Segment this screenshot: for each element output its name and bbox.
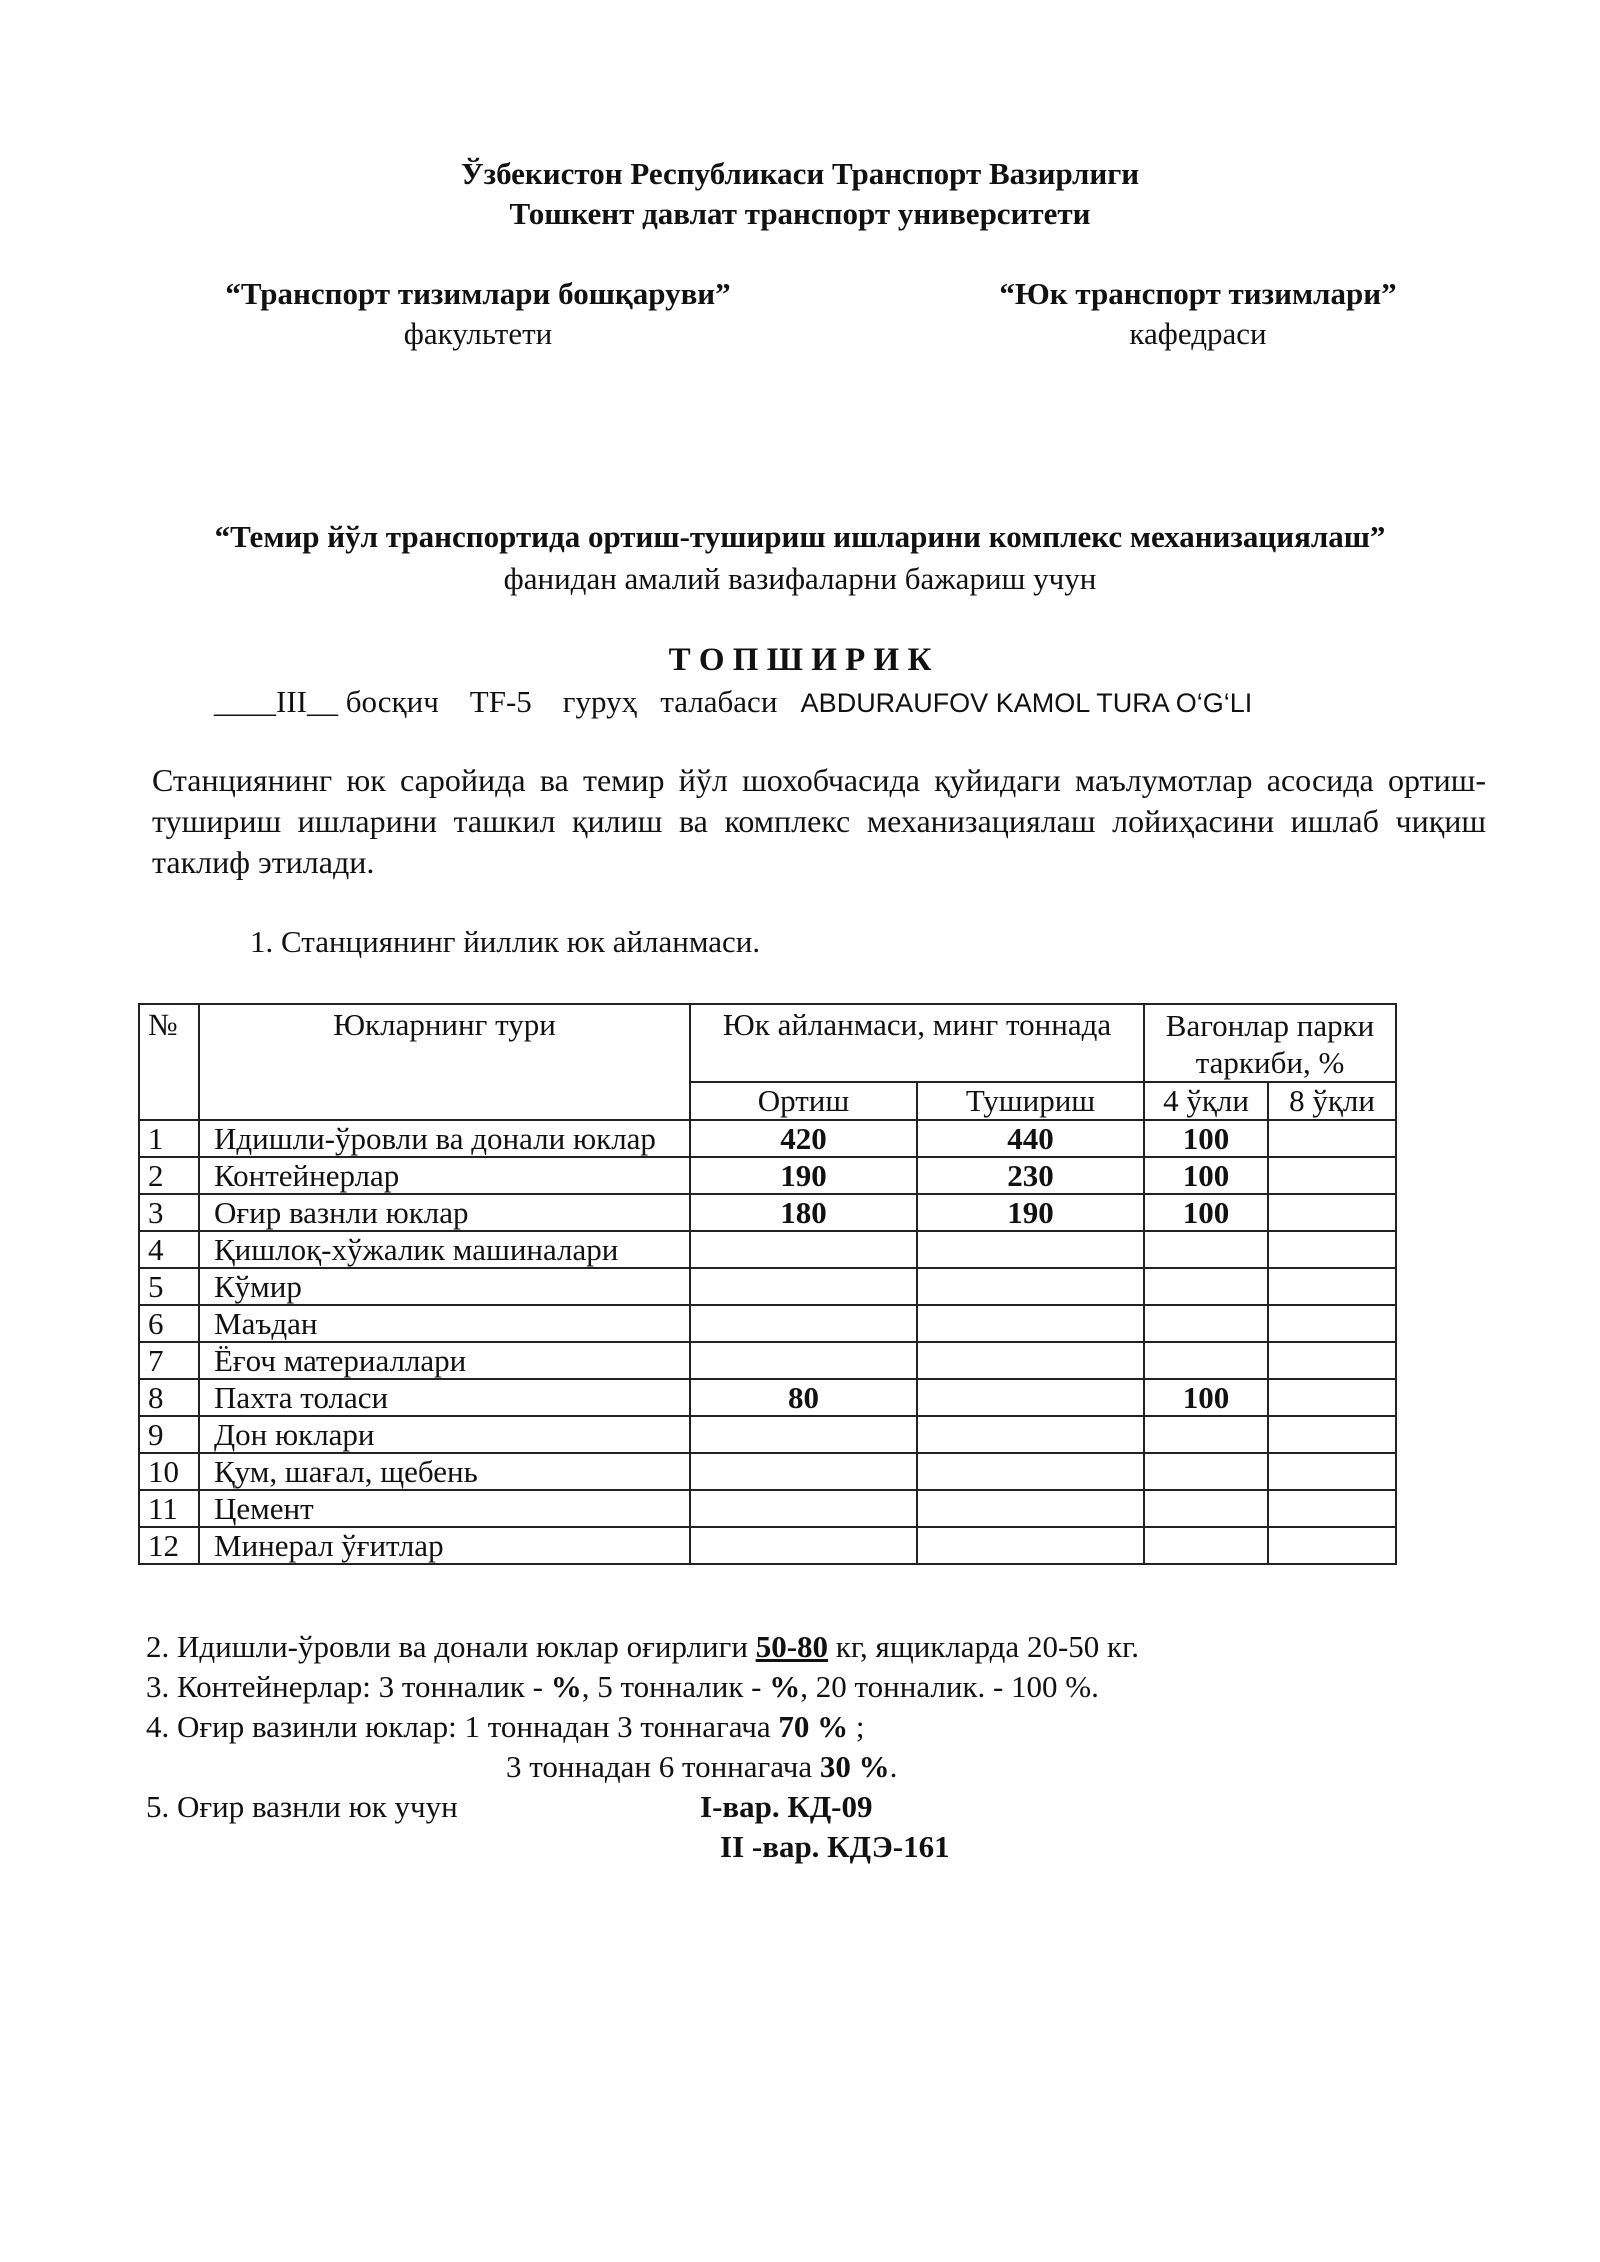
- note-3-pct-1: %: [550, 1669, 582, 1704]
- row-number: 7: [139, 1342, 199, 1379]
- unload-value: [917, 1379, 1144, 1416]
- axle-4-share: [1144, 1490, 1268, 1527]
- cargo-name: Ёғоч материаллари: [199, 1342, 690, 1379]
- axle-8-share: [1268, 1231, 1396, 1268]
- row-number: 3: [139, 1194, 199, 1231]
- axle-8-share: [1268, 1527, 1396, 1564]
- note-2-suffix: кг, ящикларда 20-50 кг.: [828, 1629, 1140, 1664]
- table-row: [139, 1342, 1396, 1379]
- cargo-turnover-table: [138, 1003, 1397, 1565]
- note-4b: [506, 1748, 897, 1787]
- note-4: [146, 1708, 864, 1747]
- row-number: 10: [139, 1453, 199, 1490]
- unload-value: [917, 1231, 1144, 1268]
- unload-value: [917, 1416, 1144, 1453]
- load-value: [690, 1305, 917, 1342]
- cargo-name: Қум, шағал, щебень: [199, 1453, 690, 1490]
- load-value: [690, 1490, 917, 1527]
- note-3-prefix: 3. Контейнерлар: 3 тонналик -: [146, 1669, 551, 1704]
- row-number: 9: [139, 1416, 199, 1453]
- load-value: 190: [690, 1157, 917, 1194]
- assignment-heading: Т О П Ш И Р И К: [668, 642, 932, 678]
- group-word: гуруҳ: [562, 684, 638, 719]
- table-row: [139, 1416, 1396, 1453]
- cargo-name: Цемент: [199, 1490, 690, 1527]
- table-row: [139, 1120, 1396, 1157]
- subheader-unload: Тушириш: [917, 1082, 1144, 1120]
- student-name: ABDURAUFOV KAMOL TURA O‘G‘LI: [800, 688, 1253, 718]
- axle-4-share: 100: [1144, 1157, 1268, 1194]
- axle-8-share: [1268, 1379, 1396, 1416]
- load-value: [690, 1231, 917, 1268]
- axle-8-share: [1268, 1268, 1396, 1305]
- axle-8-share: [1268, 1120, 1396, 1157]
- note-3-pct-2: %: [769, 1669, 801, 1704]
- unload-value: [917, 1490, 1144, 1527]
- header-turnover: Юк айланмаси, минг тоннада: [690, 1004, 1144, 1082]
- stage-value: ____III__: [214, 684, 338, 719]
- axle-4-share: 100: [1144, 1379, 1268, 1416]
- note-4b-value: 30 %: [819, 1749, 890, 1784]
- section-1-title: 1. Станциянинг йиллик юк айланмаси.: [250, 924, 761, 959]
- unload-value: [917, 1268, 1144, 1305]
- axle-4-share: [1144, 1527, 1268, 1564]
- cargo-name: Пахта толаси: [199, 1379, 690, 1416]
- cargo-name: Минерал ўғитлар: [199, 1527, 690, 1564]
- cargo-name: Оғир вазнли юклар: [199, 1194, 690, 1231]
- note-3-mid: , 5 тонналик -: [581, 1669, 770, 1704]
- unload-value: 230: [917, 1157, 1144, 1194]
- student-line: [214, 683, 1252, 722]
- axle-8-share: [1268, 1305, 1396, 1342]
- note-2: [146, 1628, 1139, 1667]
- unload-value: [917, 1342, 1144, 1379]
- ministry-title: Ўзбекистон Республикаси Транспорт Вазирлиги: [460, 156, 1140, 191]
- header-cargo-type: Юкларнинг тури: [199, 1004, 690, 1120]
- header-wagon-fleet: Вагонлар парки таркиби, %: [1144, 1004, 1396, 1082]
- row-number: 4: [139, 1231, 199, 1268]
- unload-value: 440: [917, 1120, 1144, 1157]
- note-4-value: 70 %: [778, 1709, 849, 1744]
- stage-word: босқич: [345, 684, 439, 719]
- note-3: [146, 1668, 1099, 1707]
- note-4b-suffix: .: [889, 1749, 898, 1784]
- axle-8-share: [1268, 1194, 1396, 1231]
- cargo-name: Идишли-ўровли ва донали юклар: [199, 1120, 690, 1157]
- table-row: [139, 1231, 1396, 1268]
- load-value: [690, 1527, 917, 1564]
- faculty-name: “Транспорт тизимлари бошқаруви”: [225, 276, 731, 311]
- load-value: 180: [690, 1194, 917, 1231]
- cargo-name: Дон юклари: [199, 1416, 690, 1453]
- note-5-variant-2: II -вар. КДЭ-161: [720, 1829, 950, 1864]
- university-title: Тошкент давлат транспорт университети: [509, 196, 1091, 231]
- table-row: [139, 1305, 1396, 1342]
- cargo-name: Контейнерлар: [199, 1157, 690, 1194]
- table-header-row: [139, 1004, 1396, 1082]
- row-number: 11: [139, 1490, 199, 1527]
- note-4b-prefix: 3 тоннадан 6 тоннагача: [506, 1749, 820, 1784]
- subheader-4-axle: 4 ўқли: [1144, 1082, 1268, 1120]
- subheader-8-axle: 8 ўқли: [1268, 1082, 1396, 1120]
- table-row: [139, 1453, 1396, 1490]
- table-row: [139, 1157, 1396, 1194]
- faculty-word: факультети: [403, 316, 553, 351]
- row-number: 1: [139, 1120, 199, 1157]
- cargo-name: Қишлоқ-хўжалик машиналари: [199, 1231, 690, 1268]
- axle-8-share: [1268, 1157, 1396, 1194]
- axle-8-share: [1268, 1416, 1396, 1453]
- subheader-load: Ортиш: [690, 1082, 917, 1120]
- load-value: [690, 1416, 917, 1453]
- axle-4-share: [1144, 1453, 1268, 1490]
- table-row: [139, 1490, 1396, 1527]
- load-value: 420: [690, 1120, 917, 1157]
- note-3-suffix: , 20 тонналик. - 100 %.: [800, 1669, 1099, 1704]
- row-number: 12: [139, 1527, 199, 1564]
- table-row: [139, 1194, 1396, 1231]
- axle-8-share: [1268, 1490, 1396, 1527]
- cargo-name: Маъдан: [199, 1305, 690, 1342]
- row-number: 5: [139, 1268, 199, 1305]
- note-2-weight: 50-80: [755, 1629, 829, 1664]
- group-value: TF-5: [469, 684, 532, 719]
- note-5-label: 5. Оғир вазнли юк учун: [146, 1789, 458, 1824]
- subject-title: “Темир йўл транспортида ортиш-тушириш ишларини комплекс механизациялаш”: [214, 519, 1386, 554]
- department-word: кафедраси: [1129, 316, 1267, 351]
- table-row: [139, 1268, 1396, 1305]
- unload-value: 190: [917, 1194, 1144, 1231]
- table-row: [139, 1527, 1396, 1564]
- note-4-prefix: 4. Оғир вазинли юклар: 1 тоннадан 3 тоннагача: [146, 1709, 779, 1744]
- axle-8-share: [1268, 1453, 1396, 1490]
- subject-subtitle: фанидан амалий вазифаларни бажариш учун: [503, 561, 1097, 596]
- unload-value: [917, 1305, 1144, 1342]
- load-value: [690, 1453, 917, 1490]
- header-no: №: [139, 1004, 199, 1120]
- axle-4-share: [1144, 1342, 1268, 1379]
- unload-value: [917, 1527, 1144, 1564]
- load-value: [690, 1268, 917, 1305]
- row-number: 6: [139, 1305, 199, 1342]
- cargo-name: Кўмир: [199, 1268, 690, 1305]
- note-4-suffix: ;: [848, 1709, 865, 1744]
- load-value: [690, 1342, 917, 1379]
- axle-4-share: 100: [1144, 1194, 1268, 1231]
- note-5-variant-1: I-вар. КД-09: [700, 1789, 873, 1824]
- unload-value: [917, 1453, 1144, 1490]
- department-name: “Юк транспорт тизимлари”: [999, 276, 1397, 311]
- load-value: 80: [690, 1379, 917, 1416]
- axle-4-share: [1144, 1305, 1268, 1342]
- axle-4-share: 100: [1144, 1120, 1268, 1157]
- row-number: 2: [139, 1157, 199, 1194]
- student-word: талабаси: [660, 684, 778, 719]
- axle-8-share: [1268, 1342, 1396, 1379]
- row-number: 8: [139, 1379, 199, 1416]
- table-row: [139, 1379, 1396, 1416]
- axle-4-share: [1144, 1268, 1268, 1305]
- axle-4-share: [1144, 1416, 1268, 1453]
- note-2-prefix: 2. Идишли-ўровли ва донали юклар оғирлиги: [146, 1629, 756, 1664]
- axle-4-share: [1144, 1231, 1268, 1268]
- intro-paragraph: Станциянинг юк саройида ва темир йўл шохобчасида қуйидаги маълумотлар асосида ортиш-тушириш ишларини ташкил қилиш ва комплекс механизациялаш лойиҳасини ишлаб чиқиш таклиф этилади.: [152, 762, 1486, 880]
